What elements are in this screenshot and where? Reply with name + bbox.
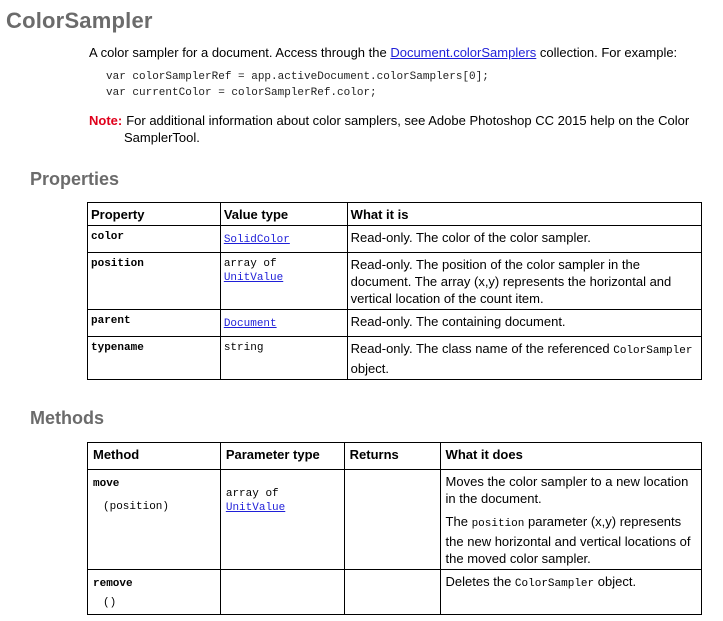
note-text-line2: SamplerTool. <box>124 130 200 145</box>
methods-heading: Methods <box>30 408 104 428</box>
property-name: typename <box>88 337 221 380</box>
column-header: Property <box>88 203 221 226</box>
method-cell <box>88 570 221 615</box>
intro-text <box>89 45 677 60</box>
method-name: remove <box>93 578 133 590</box>
property-name: position <box>88 253 221 310</box>
desc-code: ColorSampler <box>514 578 595 590</box>
property-name: parent <box>88 310 221 337</box>
table-row <box>88 337 702 380</box>
type-plain: string <box>220 337 347 380</box>
table-row <box>88 226 702 253</box>
method-args: (position) <box>103 501 170 513</box>
properties-table <box>87 202 702 380</box>
desc-after: object. <box>350 361 389 376</box>
param-cell <box>220 470 344 570</box>
type-link-unitvalue[interactable]: UnitValue <box>223 272 284 284</box>
intro-after: collection. For example: <box>536 45 678 60</box>
code-line-2: var currentColor = colorSamplerRef.color; <box>106 87 377 99</box>
desc-code: position <box>471 518 525 530</box>
type-link-document[interactable]: Document <box>223 318 277 330</box>
note-label: Note: <box>89 113 123 128</box>
property-desc: Read-only. The position of the color sampler in the document. The array (x,y) represents the horizontal and vertical location of the count item. <box>347 253 701 310</box>
method-args: () <box>103 597 117 609</box>
desc-text: Read-only. The class name of the referenced <box>350 341 614 356</box>
desc-para1: Moves the color sampler to a new location in the document. <box>445 474 689 506</box>
param-link-unitvalue[interactable]: UnitValue <box>225 502 286 514</box>
param-cell <box>220 570 344 615</box>
method-cell <box>88 470 221 570</box>
column-header: What it is <box>347 203 701 226</box>
methods-header-row <box>88 443 702 470</box>
intro-before: A color sampler for a document. Access through the <box>89 45 391 60</box>
table-row <box>88 470 702 570</box>
type-link-solidcolor[interactable]: SolidColor <box>223 234 290 246</box>
property-desc <box>347 337 701 380</box>
column-header: Parameter type <box>220 443 344 470</box>
returns-cell <box>344 470 440 570</box>
method-name: move <box>93 478 120 490</box>
column-header: Returns <box>344 443 440 470</box>
type-prefix: array of <box>223 258 277 270</box>
property-name: color <box>88 226 221 253</box>
column-header: What it does <box>440 443 701 470</box>
page-title: ColorSampler <box>6 8 153 33</box>
column-header: Value type <box>220 203 347 226</box>
returns-cell <box>344 570 440 615</box>
column-header: Method <box>88 443 221 470</box>
note-block <box>89 112 704 146</box>
document-colorsamplers-link[interactable]: Document.colorSamplers <box>390 45 537 60</box>
methods-table <box>87 442 702 615</box>
method-desc <box>440 470 701 570</box>
note-text-line1: For additional information about color samplers, see Adobe Photoshop CC 2015 help on the Color <box>126 113 690 128</box>
table-row <box>88 570 702 615</box>
property-desc: Read-only. The containing document. <box>347 310 701 337</box>
desc-code: ColorSampler <box>613 345 693 357</box>
method-desc: Deletes the ColorSampler object. <box>440 570 701 615</box>
table-row <box>88 310 702 337</box>
code-line-1: var colorSamplerRef = app.activeDocument.colorSamplers[0]; <box>106 71 489 83</box>
desc-para2: The position parameter (x,y) represents the new horizontal and vertical locations of the moved color sampler. <box>445 514 691 566</box>
table-row <box>88 253 702 310</box>
param-prefix: array of <box>225 488 279 500</box>
property-desc: Read-only. The color of the color sampler. <box>347 226 701 253</box>
properties-header-row <box>88 203 702 226</box>
properties-heading: Properties <box>30 169 120 189</box>
